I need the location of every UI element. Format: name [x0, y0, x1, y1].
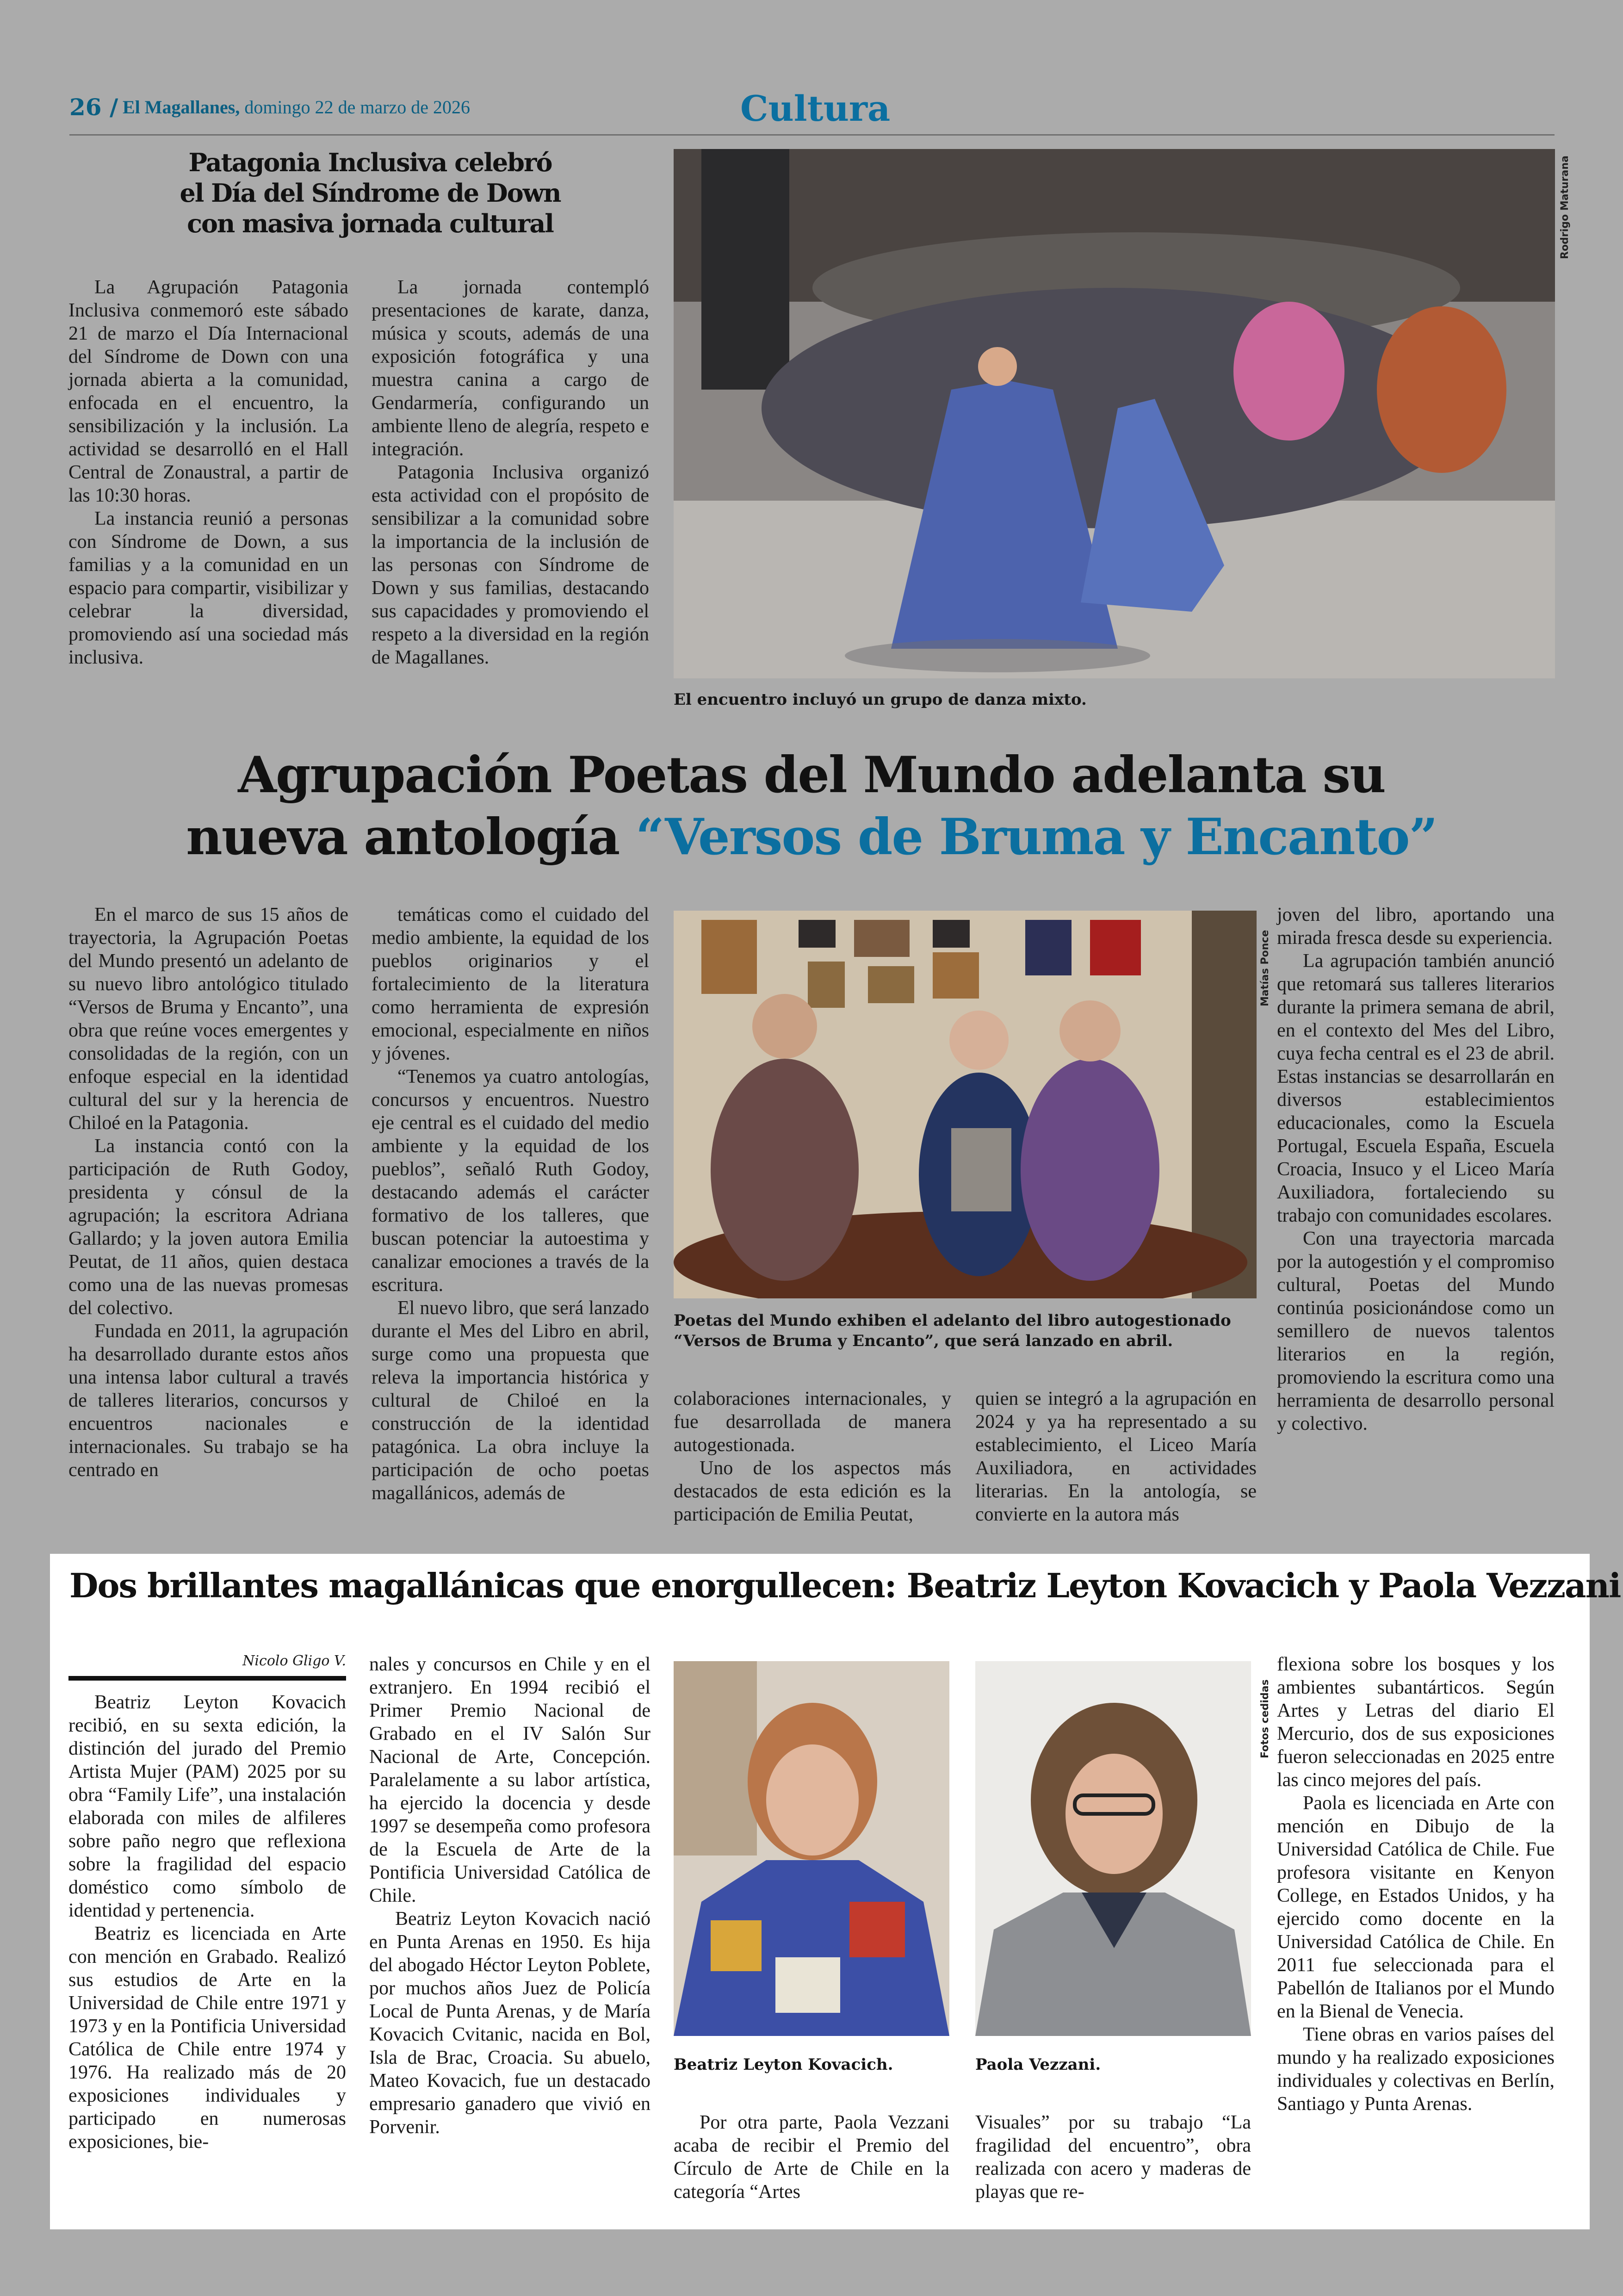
article3-column-1 [68, 1691, 346, 2153]
paragraph: El nuevo libro, que será lanzado durante el Mes del Libro en abril, surge como una propuesta que releva la importancia histórica y cultural de Chiloé en la construcción de la identidad patagónica. La obra incluye la participación de ocho poetas magallánicos, además de [372, 1297, 649, 1504]
paragraph: Beatriz es licenciada en Arte con mención en Grabado. Realizó sus estudios de Arte en la Universidad de Chile entre 1971 y 1973 y en la Pontificia Universidad Católica de Chile entre 1974 y 1976. Ha realizado más de 20 exposiciones individuales y participado en numerosas exposiciones, bie- [68, 1923, 346, 2153]
article1-column-1 [68, 276, 348, 669]
article2-headline-line [68, 806, 1555, 868]
page-header [69, 88, 1555, 134]
article1-headline-line: con masiva jornada cultural [187, 209, 553, 238]
article1-photo-credit: Rodrigo Maturana [1559, 155, 1571, 259]
article1-headline-line: Patagonia Inclusiva celebró [188, 148, 552, 177]
article3-column-4 [975, 2111, 1251, 2203]
article3-byline: Nicolo Gligo V. [242, 1653, 346, 1669]
article2-headline-line: Agrupación Poetas del Mundo adelanta su [238, 746, 1385, 804]
header-rule [69, 134, 1555, 136]
article2-photo-caption: Poetas del Mundo exhiben el adelanto del libro autogestionado “Versos de Bruma y Encanto”, que será lanzado en abril. [674, 1311, 1231, 1350]
article2-column-1 [68, 903, 348, 1482]
article1-headline [139, 147, 601, 239]
article2-headline-book-title: “Versos de Bruma y Encanto” [635, 808, 1437, 866]
paragraph: flexiona sobre los bosques y los ambientes subantárticos. Según Artes y Letras del diario El Mercurio, dos de sus exposiciones fueron seleccionadas en 2025 entre las cinco mejores del país. [1277, 1654, 1555, 1791]
paragraph: En el marco de sus 15 años de trayectoria, la Agrupación Poetas del Mundo presentó un adelanto de su nuevo libro antológico titulado “Versos de Bruma y Encanto”, una obra que reúne voces emergentes y consolidadas de la región, con un enfoque especial en la identidad cultural del sur y la herencia de Chiloé en la Patagonia. [68, 904, 348, 1134]
beatriz-leyton-portrait [674, 1661, 949, 2036]
article2-headline-prefix: nueva antología [186, 808, 636, 866]
paragraph: La agrupación también anunció que retomará sus talleres literarios durante la primera semana de abril, en el contexto del Mes del Libro, cuya fecha central es el 23 de abril. Estas instancias se desarrollarán en diversos establecimientos educacionales, como la Escuela Portugal, Escuela España, Escuela Croacia, Insuco y el Liceo María Auxiliadora, fortaleciendo su trabajo con comunidades escolares. [1277, 950, 1555, 1226]
paragraph: Visuales” por su trabajo “La fragilidad del encuentro”, obra realizada con acero y maderas de playas que re- [975, 2112, 1251, 2203]
paola-caption: Paola Vezzani. [975, 2055, 1101, 2074]
article2-column-5 [1277, 903, 1555, 1435]
poets-photo [674, 911, 1257, 1298]
byline-rule [68, 1676, 346, 1681]
paragraph: Patagonia Inclusiva organizó esta actividad con el propósito de sensibilizar a la comunidad sobre la importancia de la inclusión de las personas con Síndrome de Down y sus familias, destacando sus capacidades y promoviendo el respeto a la diversidad en la región de Magallanes. [372, 462, 649, 668]
article2-headline [68, 744, 1555, 868]
paragraph: Tiene obras en varios países del mundo y ha realizado exposiciones individuales y colectivas en Berlín, Santiago y Punta Arenas. [1277, 2024, 1555, 2115]
article2-photo-credit: Matías Ponce [1259, 930, 1271, 1006]
article3-column-5 [1277, 1653, 1555, 2116]
paragraph: La instancia contó con la participación de Ruth Godoy, presidenta y cónsul de la agrupación; la escritora Adriana Gallardo; y la joven autora Emilia Peutat, de 11 años, quien destaca como una de las nuevas promesas del colectivo. [68, 1136, 348, 1319]
paragraph: Fundada en 2011, la agrupación ha desarrollado durante estos años una intensa labor cultural a través de talleres literarios, concursos y encuentros nacionales e internacionales. Su trabajo se ha centrado en [68, 1321, 348, 1481]
article2-column-2 [372, 903, 649, 1505]
paragraph: Beatriz Leyton Kovacich nació en Punta Arenas en 1950. Es hija del abogado Héctor Leyton Poblete, por muchos años Juez de Policía Local de Punta Arenas, y de María Kovacich Cvitanic, nacida en Bol, Isla de Brac, Croacia. Su abuelo, Mateo Kovacich, fue un destacado empresario ganadero que vivió en Porvenir. [369, 1908, 650, 2138]
article1-photo-caption: El encuentro incluyó un grupo de danza mixto. [674, 690, 1087, 709]
paragraph: nales y concursos en Chile y en el extranjero. En 1994 recibió el Primer Premio Nacional de Grabado en el IV Salón Sur Nacional de Arte, Concepción. Paralelamente a su labor artística, ha ejercido la docencia y desde 1997 se desempeña como profesora de la Escuela de Arte de la Pontificia Universidad Católica de Chile. [369, 1654, 650, 1906]
article2-column-3 [674, 1387, 951, 1526]
paragraph: La instancia reunió a personas con Síndrome de Down, a sus familias y a la comunidad en un espacio para compartir, visibilizar y celebrar la diversidad, promoviendo así una sociedad más inclusiva. [68, 508, 348, 668]
paragraph: Paola es licenciada en Arte con mención en Dibujo de la Universidad Católica de Chile. Fue profesora visitante en Kenyon College, en Estados Unidos, y ha ejercido como docente en la Universidad Católica de Chile. En 2011 fue seleccionada para el Pabellón de Italianos por el Mundo en la Bienal de Venecia. [1277, 1793, 1555, 2022]
article3-headline: Dos brillantes magallánicas que enorgullecen: Beatriz Leyton Kovacich y Paola Vezzani [69, 1566, 1621, 1605]
article3-column-3 [674, 2111, 949, 2203]
article2-column-4 [975, 1387, 1257, 1526]
paragraph: “Tenemos ya cuatro antologías, concursos y encuentros. Nuestro eje central es el cuidado del medio ambiente y la equidad de los pueblos”, señaló Ruth Godoy, destacando además el carácter formativo de los talleres, que buscan potenciar la autoestima y canalizar emociones a través de la escritura. [372, 1066, 649, 1296]
newspaper-name: El Magallanes, [123, 97, 240, 118]
article3-photo-credit: Fotos cedidas [1259, 1679, 1271, 1758]
issue-date: domingo 22 de marzo de 2026 [244, 97, 471, 118]
paragraph: temáticas como el cuidado del medio ambiente, la equidad de los pueblos originarios y el fortalecimiento de la literatura como herramienta de expresión emocional, especialmente en niños y jóvenes. [372, 904, 649, 1064]
beatriz-caption: Beatriz Leyton Kovacich. [674, 2055, 893, 2074]
paragraph: colaboraciones internacionales, y fue desarrollada de manera autogestionada. [674, 1388, 951, 1456]
article1-headline-line: el Día del Síndrome de Down [180, 178, 561, 208]
paragraph: Uno de los aspectos más destacados de esta edición es la participación de Emilia Peutat, [674, 1458, 951, 1525]
paragraph: joven del libro, aportando una mirada fresca desde su experiencia. [1277, 904, 1555, 949]
article3-column-2 [369, 1653, 650, 2139]
dance-group-photo [674, 149, 1555, 678]
paragraph: Por otra parte, Paola Vezzani acaba de recibir el Premio del Círculo de Arte de Chile en la categoría “Artes [674, 2112, 949, 2203]
paragraph: La Agrupación Patagonia Inclusiva conmemoró este sábado 21 de marzo el Día Internacional del Síndrome de Down con una jornada abierta a la comunidad, enfocada en el encuentro, la sensibilización y la inclusión. La actividad se desarrolló en el Hall Central de Zonaustral, a partir de las 10:30 horas. [68, 277, 348, 506]
paragraph: Beatriz Leyton Kovacich recibió, en su sexta edición, la distinción del jurado del Premio Artista Mujer (PAM) 2025 por su obra “Family Life”, una instalación elaborada con miles de alfileres sobre paño negro que reflexiona sobre la fragilidad del espacio doméstico como símbolo de identidad y pertenencia. [68, 1692, 346, 1921]
newspaper-dateline [123, 96, 470, 118]
article1-column-2 [372, 276, 649, 669]
paragraph: quien se integró a la agrupación en 2024 y ya ha representado a su establecimiento, el Liceo María Auxiliadora, en actividades literarias. En la antología, se convierte en la autora más [975, 1388, 1257, 1525]
section-title: Cultura [740, 88, 891, 129]
paragraph: Con una trayectoria marcada por la autogestión y el compromiso cultural, Poetas del Mundo continúa posicionándose como un semillero de nuevos talentos literarios en la región, promoviendo la escritura como una herramienta de desarrollo personal y colectivo. [1277, 1228, 1555, 1434]
paola-vezzani-portrait [975, 1661, 1251, 2036]
paragraph: La jornada contempló presentaciones de karate, danza, música y scouts, además de una exposición fotográfica y una muestra canina a cargo de Gendarmería, configurando un ambiente lleno de alegría, respeto e integración. [372, 277, 649, 460]
page-number: 26 / [69, 93, 118, 121]
